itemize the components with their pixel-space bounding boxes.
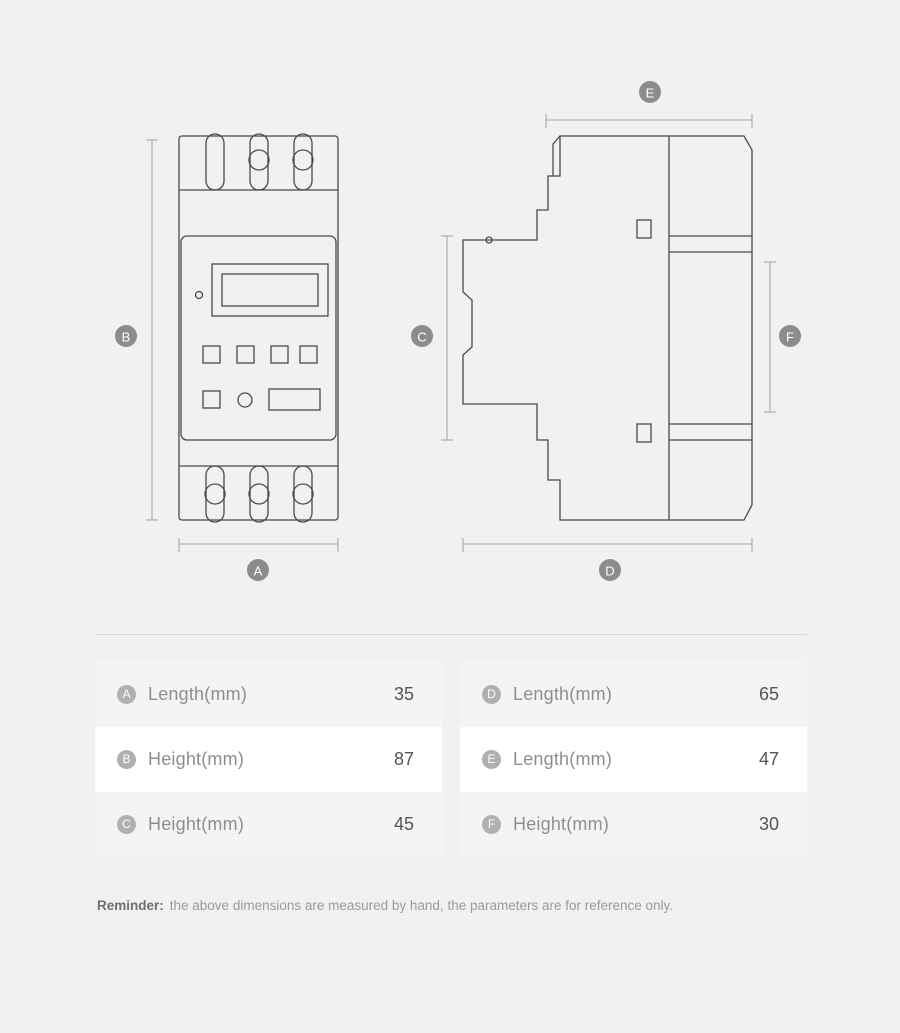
spec-column-left [95, 662, 442, 857]
spec-row-e [460, 727, 807, 792]
spec-badge-f: F [482, 815, 501, 834]
spec-value-a: 35 [393, 684, 414, 704]
spec-row-a [95, 662, 442, 727]
side-view [463, 136, 752, 520]
callout-badge-d [599, 559, 621, 581]
svg-text:C: C [417, 329, 427, 345]
reminder-note [97, 898, 673, 913]
callout-badge-e [639, 81, 661, 103]
spec-row-b [95, 727, 442, 792]
callout-badge-a [247, 559, 269, 581]
svg-text:E: E [645, 85, 655, 101]
spec-value-e: 47 [758, 749, 779, 769]
svg-text:A: A [253, 563, 263, 579]
spec-value-d: 65 [758, 684, 779, 704]
side-view-dimensions [441, 114, 776, 552]
spec-row-c [95, 792, 442, 857]
spec-badge-e: E [482, 750, 501, 769]
spec-label-f: Height(mm) [513, 814, 610, 834]
callout-badge-f [779, 325, 801, 347]
spec-badge-a: A [117, 685, 136, 704]
front-view [179, 134, 338, 522]
svg-text:F: F [786, 329, 794, 345]
spec-label-d: Length(mm) [513, 684, 613, 704]
spec-row-d [460, 662, 807, 727]
spec-value-b: 87 [393, 749, 414, 769]
spec-label-b: Height(mm) [148, 749, 245, 769]
svg-text:D: D [605, 563, 615, 579]
reminder-text: the above dimensions are measured by hand, the parameters are for reference only. [169, 898, 674, 913]
spec-label-e: Length(mm) [513, 749, 613, 769]
callout-badge-c [411, 325, 433, 347]
callout-badge-b [115, 325, 137, 347]
dimension-spec-table [95, 662, 807, 857]
spec-value-c: 45 [393, 814, 414, 834]
spec-label-a: Length(mm) [148, 684, 248, 704]
spec-badge-c: C [117, 815, 136, 834]
spec-label-c: Height(mm) [148, 814, 245, 834]
svg-text:B: B [121, 329, 131, 345]
spec-badge-d: D [482, 685, 501, 704]
spec-column-right [460, 662, 807, 857]
spec-row-f [460, 792, 807, 857]
spec-badge-b: B [117, 750, 136, 769]
spec-value-f: 30 [758, 814, 779, 834]
reminder-title: Reminder: [97, 898, 164, 913]
section-divider [95, 634, 807, 635]
